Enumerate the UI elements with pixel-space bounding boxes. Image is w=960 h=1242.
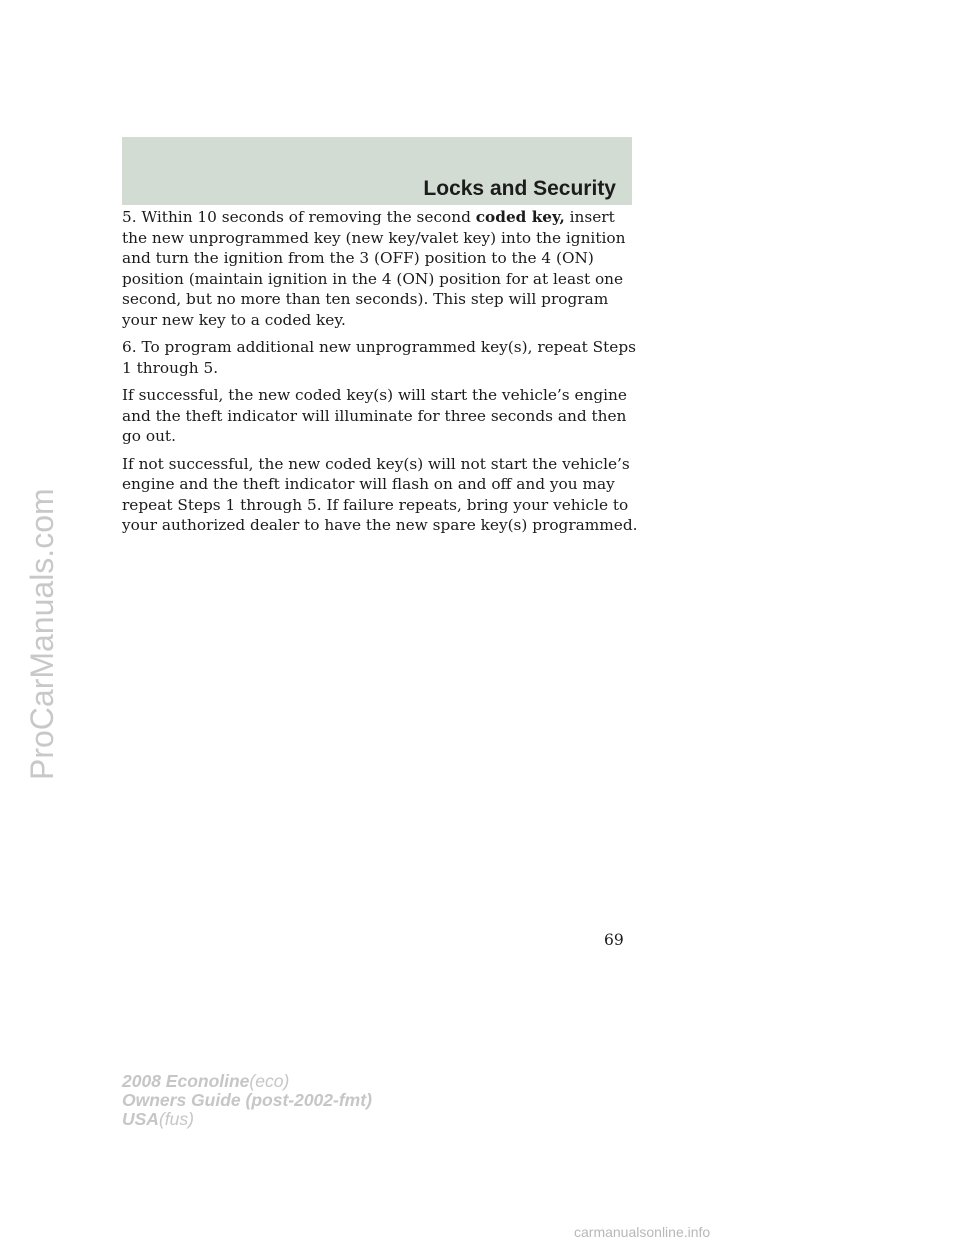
footer-model-code: (eco) <box>249 1071 290 1091</box>
section-header-band <box>122 137 632 205</box>
footer-line-2: Owners Guide (post-2002-fmt) <box>122 1090 372 1110</box>
footer-market: USA <box>122 1109 159 1129</box>
body-text <box>122 207 642 543</box>
footer-model: 2008 Econoline <box>122 1071 250 1091</box>
footer-imprint <box>122 1072 372 1129</box>
footer-line-3 <box>122 1110 372 1129</box>
section-title: Locks and Security <box>423 177 616 200</box>
page-number: 69 <box>604 931 624 949</box>
side-watermark: ProCarManuals.com <box>24 488 60 780</box>
failure-paragraph: If not successful, the new coded key(s) will not start the vehicle’s engine and the theft indicator will flash on and off and you may repeat Steps 1 through 5. If failure repeats, bring your vehicle to your authorized dealer to have the new spare key(s) programmed. <box>122 454 638 534</box>
success-paragraph: If successful, the new coded key(s) will start the vehicle’s engine and the theft indicator will illuminate for three seconds and then go out. <box>122 386 627 445</box>
step-5-text-before: 5. Within 10 seconds of removing the second <box>122 208 476 226</box>
step-5-bold-term: coded key, <box>475 208 565 226</box>
step-5-paragraph <box>122 207 642 330</box>
bottom-watermark: carmanualsonline.info <box>574 1224 711 1240</box>
footer-line-1 <box>122 1072 372 1091</box>
step-6-paragraph: 6. To program additional new unprogrammed key(s), repeat Steps 1 through 5. <box>122 338 636 377</box>
step-5-text-after: insert the new unprogrammed key (new key/valet key) into the ignition and turn the ignition from the 3 (OFF) position to the 4 (ON) position (maintain ignition in the 4 (ON) position for at least one second, but no more than ten seconds). This step will program your new key to a coded key. <box>122 208 626 329</box>
footer-market-code: (fus) <box>158 1109 194 1129</box>
